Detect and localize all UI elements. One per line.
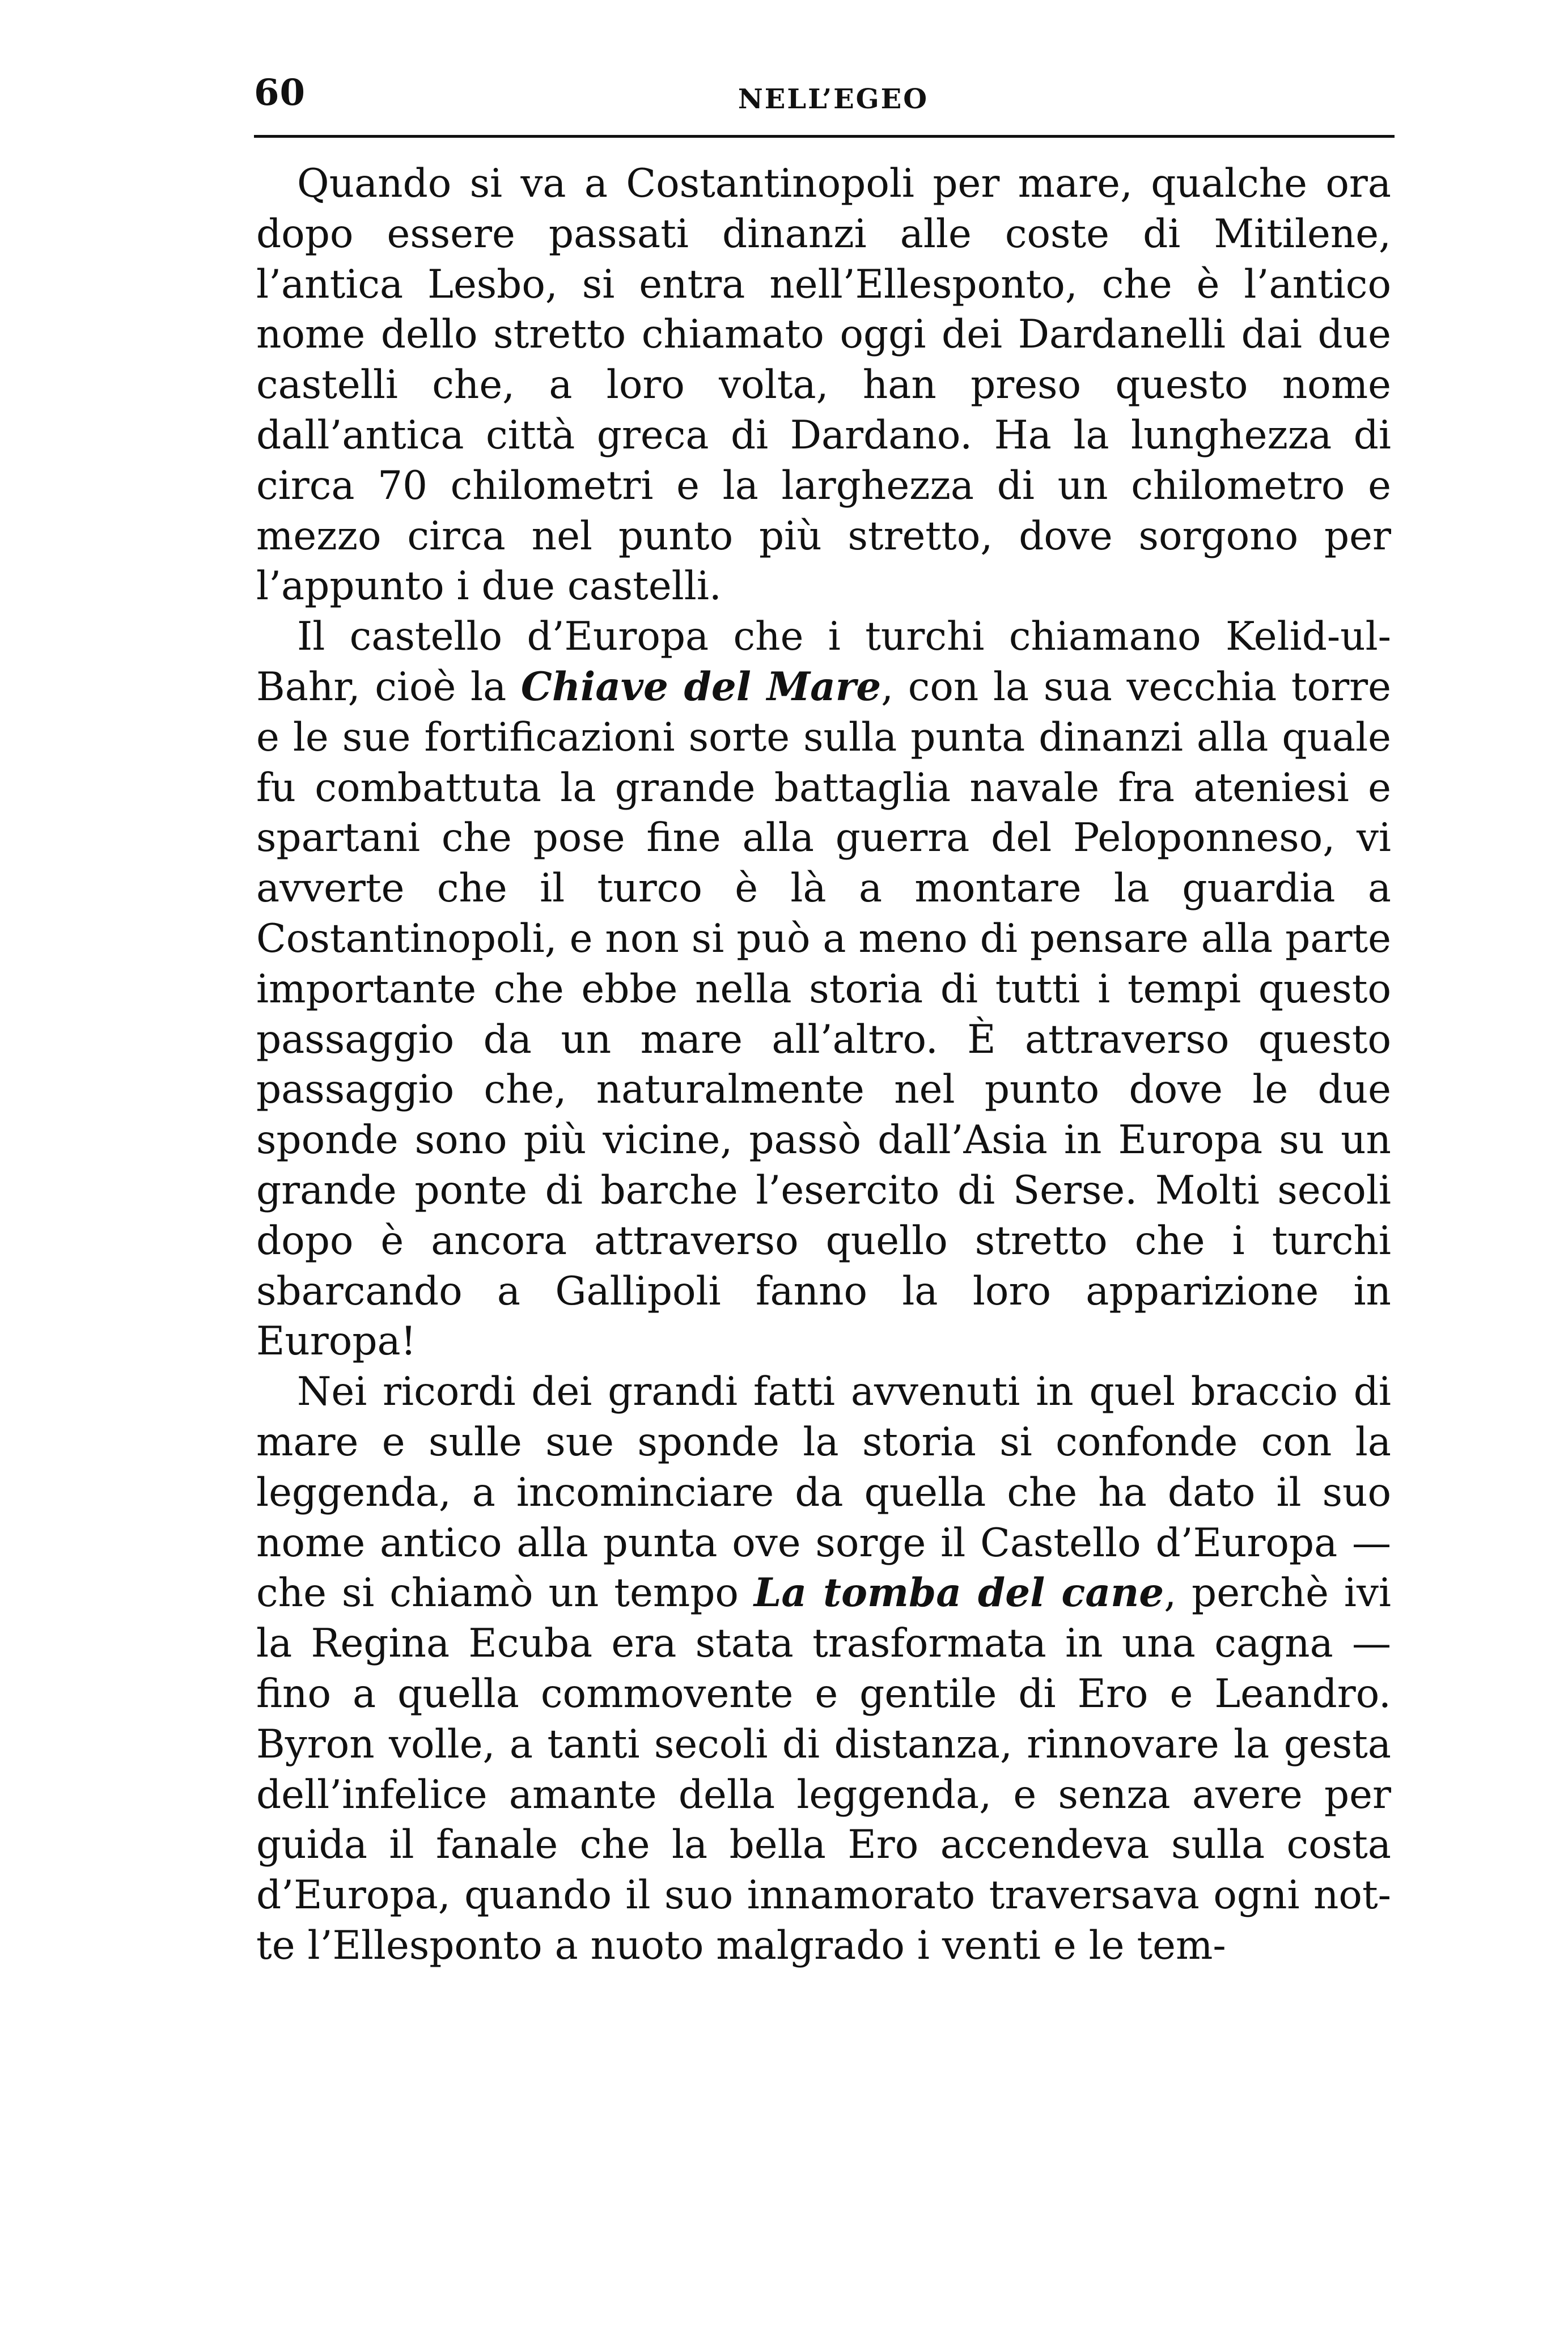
page-number: 60 — [254, 71, 306, 114]
running-title: NELL’EGEO — [738, 83, 929, 115]
paragraph-3 — [256, 1367, 1391, 1971]
paragraph-2 — [256, 612, 1391, 1367]
paragraph-3-text-after: , perchè ivi la Regina Ecuba era stata trasformata in una cagna — fino a quella commovente e gentile di Ero e Leandro. Byron volle, a tanti secoli di distanza, rinnovare la gesta dell’infelice amante della leggenda, e senza avere per guida il fanale che la bella Ero accendeva sulla costa d’Europa, quando il suo innamorato traversava ogni notte l’Ellesponto a nuoto malgrado i venti e le tem- — [256, 1570, 1392, 1968]
paragraph-2-text-before: Il castello d’Europa che i turchi chiamano Kelid-ul-Bahr, cioè la — [256, 614, 1391, 710]
paragraph-3-italic: La tomba del cane — [753, 1570, 1164, 1616]
paragraph-2-text-after: , con la sua vecchia torre e le sue fortificazioni sorte sulla punta dinanzi alla quale fu combattuta la grande battaglia navale fra ateniesi e spartani che pose fine alla guerra del Peloponneso, vi avverte che il turco è là a montare la guardia a Costantinopoli, e non si può a meno di pensare alla parte importante che ebbe nella storia di tutti i tempi questo passaggio da un mare all’altro. È attraverso questo passaggio che, naturalmente nel punto dove le due sponde sono più vicine, passò dall’Asia in Europa su un grande ponte di barche l’esercito di Serse. Molti secoli dopo è ancora attraverso quello stretto che i turchi sbarcando a Gallipoli fanno la loro apparizione in Europa! — [256, 664, 1391, 1365]
header-rule — [254, 135, 1395, 138]
paragraph-2-italic: Chiave del Mare — [520, 663, 882, 710]
page-header — [249, 62, 1395, 142]
paragraph-3-text-before: Nei ricordi dei grandi fatti avvenuti in quel braccio di mare e sulle sue sponde la storia si confonde con la leggenda, a incominciare da quella che ha dato il suo nome antico alla punta ove sorge il Castello d’Europa — che si chiamò un tempo — [256, 1369, 1391, 1616]
paragraph-1: Quando si va a Costantinopoli per mare, qualche ora dopo essere passati dinanzi alle coste di Mitilene, l’antica Lesbo, si entra nell’Ellesponto, che è l’antico nome dello stretto chiamato oggi dei Dardanelli dai due castelli che, a loro volta, han preso questo nome dall’antica città greca di Dardano. Ha la lunghezza di circa 70 chilometri e la larghezza di un chilometro e mezzo circa nel punto più stretto, dove sorgono per l’appunto i due castelli. — [256, 161, 1391, 609]
body-text — [256, 159, 1391, 1971]
